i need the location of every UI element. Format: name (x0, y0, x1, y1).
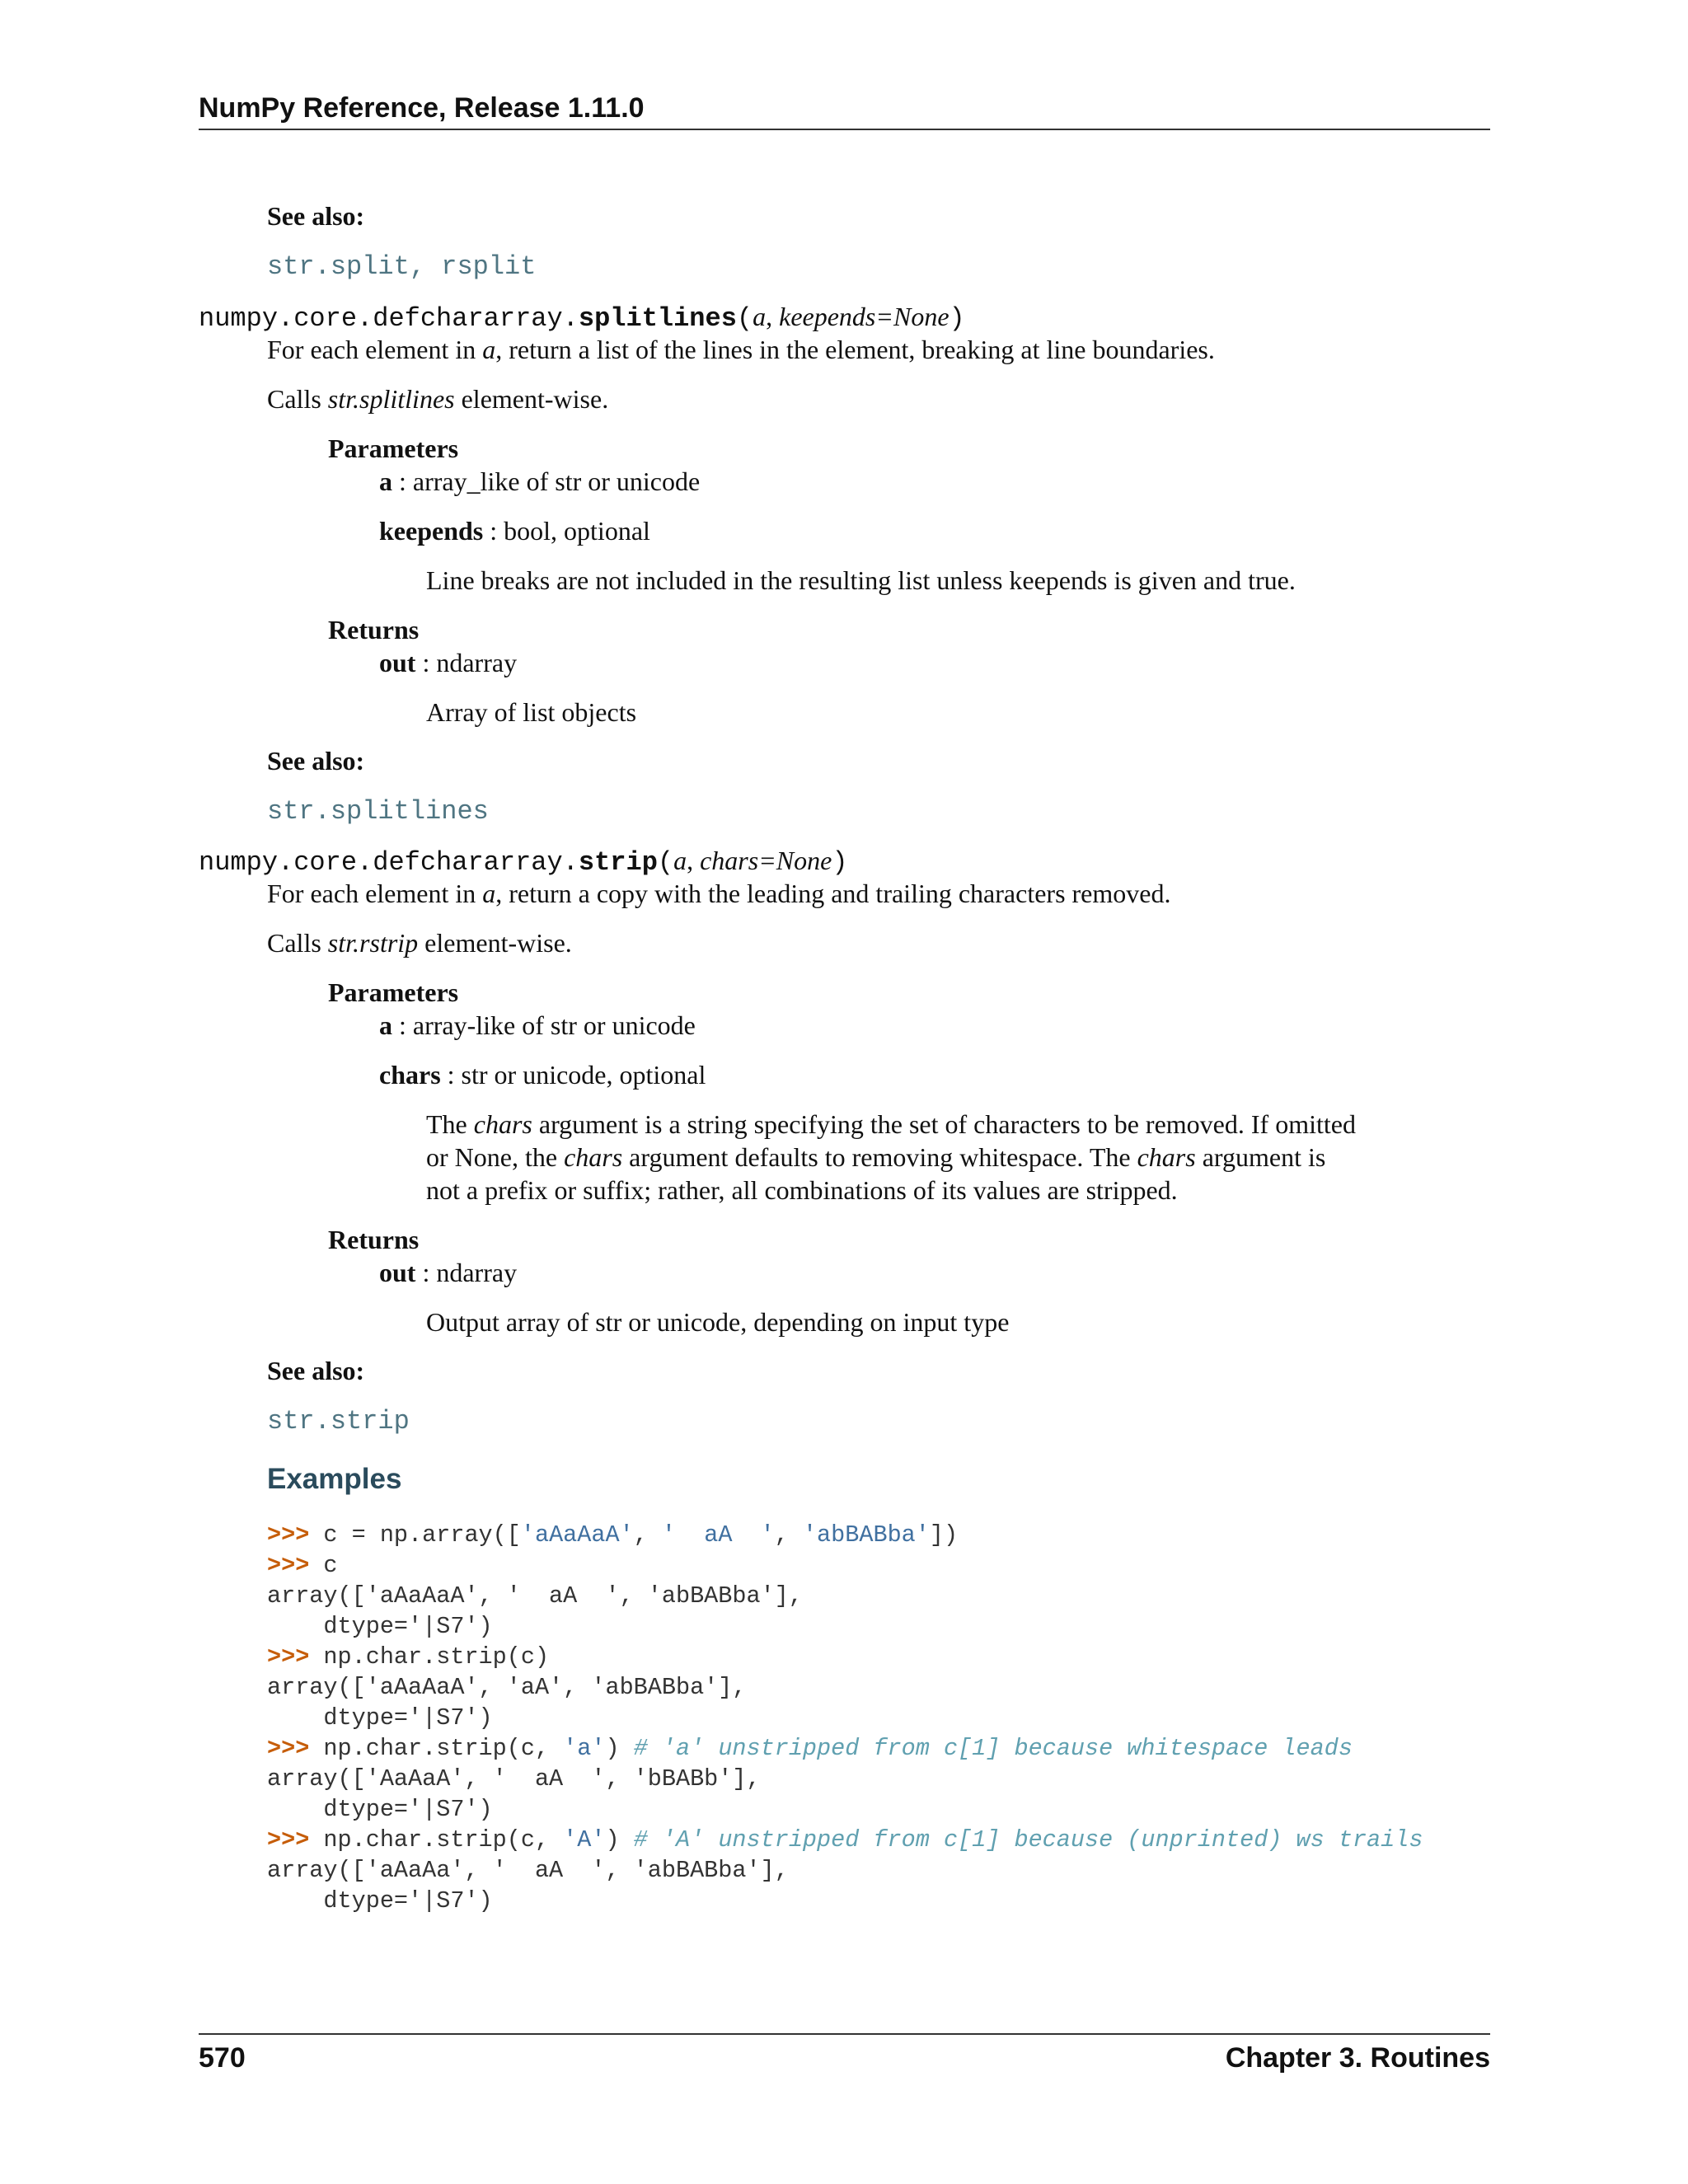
return-name: out (379, 1258, 416, 1287)
footer-rule (199, 2033, 1490, 2035)
param-description-line (426, 1109, 1356, 1140)
sig-arg: keepends=None (779, 302, 950, 331)
code-line (267, 1521, 958, 1549)
param-description: Line breaks are not included in the resulting list unless keepends is given and true. (426, 565, 1296, 595)
calls-text: element-wise. (418, 928, 572, 958)
sig-module: numpy.core.defchararray. (199, 303, 579, 334)
return-type: : ndarray (415, 1258, 518, 1287)
desc-text: or None, the (426, 1142, 565, 1172)
header-rule (199, 129, 1490, 130)
code-line (267, 1552, 338, 1579)
calls-text: Calls (267, 928, 328, 958)
desc-param: a (482, 335, 496, 364)
desc-param: chars (1137, 1142, 1196, 1172)
code-output-line: array(['aAaAa', ' aA ', 'abBABba'], (267, 1857, 789, 1884)
desc-param: chars (564, 1142, 623, 1172)
return-out (379, 1258, 517, 1288)
see-also-label: See also: (267, 1356, 365, 1385)
code-text: np.char.strip(c) (309, 1643, 550, 1671)
param-name: chars (379, 1060, 441, 1090)
calls-note (267, 928, 572, 958)
param-keepends (379, 516, 650, 546)
sig-comma: , (766, 302, 780, 331)
calls-text: element-wise. (454, 384, 609, 414)
desc-text: argument defaults to removing whitespace. The (622, 1142, 1137, 1172)
code-prompt: >>> (267, 1552, 310, 1579)
param-name: a (379, 466, 392, 496)
link-str-splitlines[interactable]: str.splitlines (267, 796, 489, 827)
code-text: ) (605, 1826, 634, 1854)
desc-text: argument is (1195, 1142, 1326, 1172)
return-type: : ndarray (415, 648, 518, 677)
param-name: keepends (379, 516, 484, 546)
parameters-label: Parameters (328, 434, 459, 463)
desc-text: , return a list of the lines in the element, breaking at line boundaries. (495, 335, 1215, 364)
code-string: 'aAaAaA' (520, 1521, 634, 1549)
code-string: 'a' (563, 1735, 606, 1762)
page-header-title: NumPy Reference, Release 1.11.0 (199, 92, 645, 124)
see-also-links (267, 251, 536, 282)
param-type: : bool, optional (483, 516, 650, 546)
code-line (267, 1735, 1353, 1762)
code-line (267, 1826, 1423, 1854)
param-type: : str or unicode, optional (440, 1060, 706, 1090)
code-text: c (309, 1552, 338, 1579)
param-name: a (379, 1010, 392, 1040)
return-description: Output array of str or unicode, depending on input type (426, 1307, 1010, 1337)
desc-text: The (426, 1109, 474, 1139)
code-comment: # 'a' unstripped from c[1] because whitespace leads (633, 1735, 1353, 1762)
param-type: : array-like of str or unicode (392, 1010, 696, 1040)
param-chars (379, 1060, 706, 1090)
link-str-strip[interactable]: str.strip (267, 1406, 410, 1436)
code-output-line: dtype='|S7') (267, 1887, 493, 1915)
code-string: ' aA ' (661, 1521, 775, 1549)
see-also-label: See also: (267, 201, 365, 231)
link-rsplit[interactable]: rsplit (441, 251, 537, 282)
calls-note (267, 384, 608, 415)
code-prompt: >>> (267, 1826, 310, 1854)
code-string: 'A' (563, 1826, 606, 1854)
sig-close-paren: ) (949, 303, 965, 334)
sig-arg: a (673, 846, 687, 875)
link-separator: , (409, 251, 442, 282)
sig-open-paren: ( (657, 847, 674, 878)
link-str-split[interactable]: str.split (267, 251, 410, 282)
desc-param: chars (473, 1109, 532, 1139)
function-signature-splitlines (199, 302, 965, 334)
sig-close-paren: ) (832, 847, 848, 878)
function-signature-strip (199, 846, 848, 878)
code-line (267, 1643, 549, 1671)
code-prompt: >>> (267, 1735, 310, 1762)
sig-function-name: splitlines (578, 303, 737, 334)
see-also-label: See also: (267, 746, 365, 776)
chapter-title: Chapter 3. Routines (1225, 2042, 1490, 2074)
returns-label: Returns (328, 615, 420, 644)
calls-text: Calls (267, 384, 328, 414)
code-output-line: array(['aAaAaA', ' aA ', 'abBABba'], (267, 1582, 803, 1610)
desc-text: , return a copy with the leading and trailing characters removed. (495, 879, 1171, 908)
calls-function: str.splitlines (327, 384, 455, 414)
examples-heading: Examples (267, 1463, 402, 1495)
code-text: np.char.strip(c, (309, 1826, 564, 1854)
desc-param: a (482, 879, 496, 908)
parameters-label: Parameters (328, 977, 459, 1007)
code-output-line: array(['AaAaA', ' aA ', 'bBABb'], (267, 1765, 761, 1793)
code-comment: # 'A' unstripped from c[1] because (unprinted) ws trails (633, 1826, 1423, 1854)
code-text: np.char.strip(c, (309, 1735, 564, 1762)
function-description (267, 335, 1215, 365)
code-output-line: dtype='|S7') (267, 1704, 493, 1732)
desc-text: For each element in (267, 335, 483, 364)
desc-text: argument is a string specifying the set of characters to be removed. If omitted (532, 1109, 1356, 1139)
code-text: , (633, 1521, 662, 1549)
desc-text: For each element in (267, 879, 483, 908)
sig-function-name: strip (578, 847, 658, 878)
code-output-line: dtype='|S7') (267, 1613, 493, 1640)
code-output-line: array(['aAaAaA', 'aA', 'abBABba'], (267, 1674, 747, 1701)
param-description-line: not a prefix or suffix; rather, all combinations of its values are stripped. (426, 1175, 1178, 1205)
sig-arg: a (753, 302, 767, 331)
code-output-line: dtype='|S7') (267, 1796, 493, 1823)
return-name: out (379, 648, 416, 677)
param-description-line (426, 1142, 1325, 1173)
function-description (267, 879, 1170, 909)
return-out (379, 648, 517, 678)
code-text: ) (605, 1735, 634, 1762)
calls-function: str.rstrip (327, 928, 419, 958)
sig-open-paren: ( (736, 303, 753, 334)
sig-module: numpy.core.defchararray. (199, 847, 579, 878)
sig-comma: , (687, 846, 701, 875)
code-prompt: >>> (267, 1521, 310, 1549)
returns-label: Returns (328, 1225, 420, 1254)
param-a (379, 466, 700, 497)
sig-arg: chars=None (700, 846, 832, 875)
code-text: c = np.array([ (309, 1521, 521, 1549)
page-number: 570 (199, 2042, 246, 2074)
code-text: ]) (929, 1521, 959, 1549)
code-prompt: >>> (267, 1643, 310, 1671)
param-type: : array_like of str or unicode (392, 466, 701, 496)
param-a (379, 1010, 696, 1041)
code-string: 'abBABba' (802, 1521, 930, 1549)
code-text: , (774, 1521, 803, 1549)
return-description: Array of list objects (426, 697, 637, 727)
